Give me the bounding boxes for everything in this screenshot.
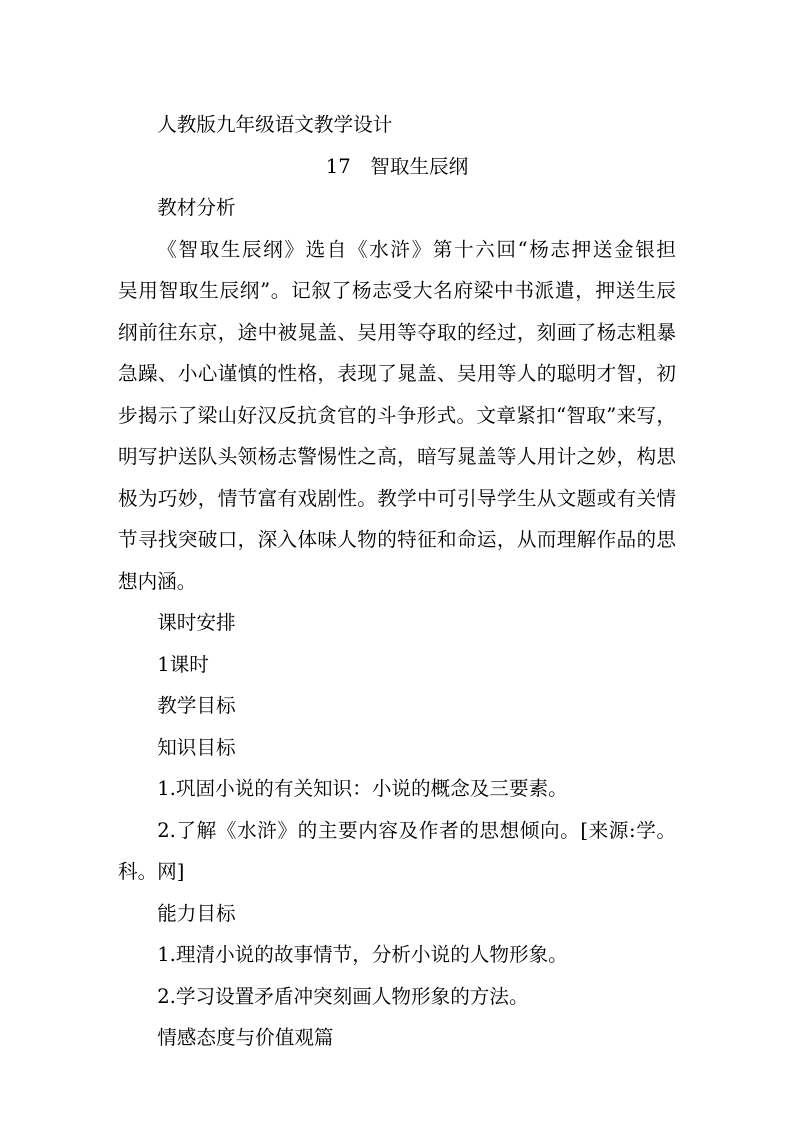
knowledge-goal-2: 2.了解《水浒》的主要内容及作者的思想倾向。[来源:学。科。网] — [118, 818, 676, 883]
paragraph-textbook-analysis: 《智取生辰纲》选自《水浒》第十六回“杨志押送金银担 吴用智取生辰纲”。记叙了杨志受大名府梁中书派遣，押送生辰纲前往东京，途中被晁盖、吴用等夺取的经过，刻画了杨志粗暴急躁、小心谨慎的性格，表现了晁盖、吴用等人的聪明才智，初步揭示了梁山好汉反抗贪官的斗争形式。文章紧扣“智取”来写，明写护送队头领杨志警惕性之高，暗写晁盖等人用计之妙，构思极为巧妙，情节富有戏剧性。教学中可引导学生从文题或有关情节寻找突破口，深入体味人物的特征和命运，从而理解作品的思想内涵。 — [118, 237, 696, 593]
section-heading-ability-goals: 能力目标 — [157, 901, 236, 925]
ability-goal-1: 1.理清小说的故事情节，分析小说的人物形象。 — [157, 943, 568, 966]
document-body — [118, 104, 696, 1059]
knowledge-goal-1: 1.巩固小说的有关知识：小说的概念及三要素。 — [157, 777, 568, 800]
document-header: 人教版九年级语文教学设计 — [157, 113, 393, 136]
lesson-title: 17 智取生辰纲 — [325, 154, 469, 178]
schedule-value: 1课时 — [157, 652, 209, 676]
section-heading-textbook-analysis: 教材分析 — [157, 196, 236, 219]
section-heading-knowledge-goals: 知识目标 — [157, 735, 236, 759]
ability-goal-2: 2.学习设置矛盾冲突刻画人物形象的方法。 — [157, 984, 529, 1008]
section-heading-teaching-goals: 教学目标 — [157, 694, 236, 717]
section-heading-schedule: 课时安排 — [157, 611, 236, 634]
section-heading-attitude-values: 情感态度与价值观篇 — [157, 1026, 334, 1049]
